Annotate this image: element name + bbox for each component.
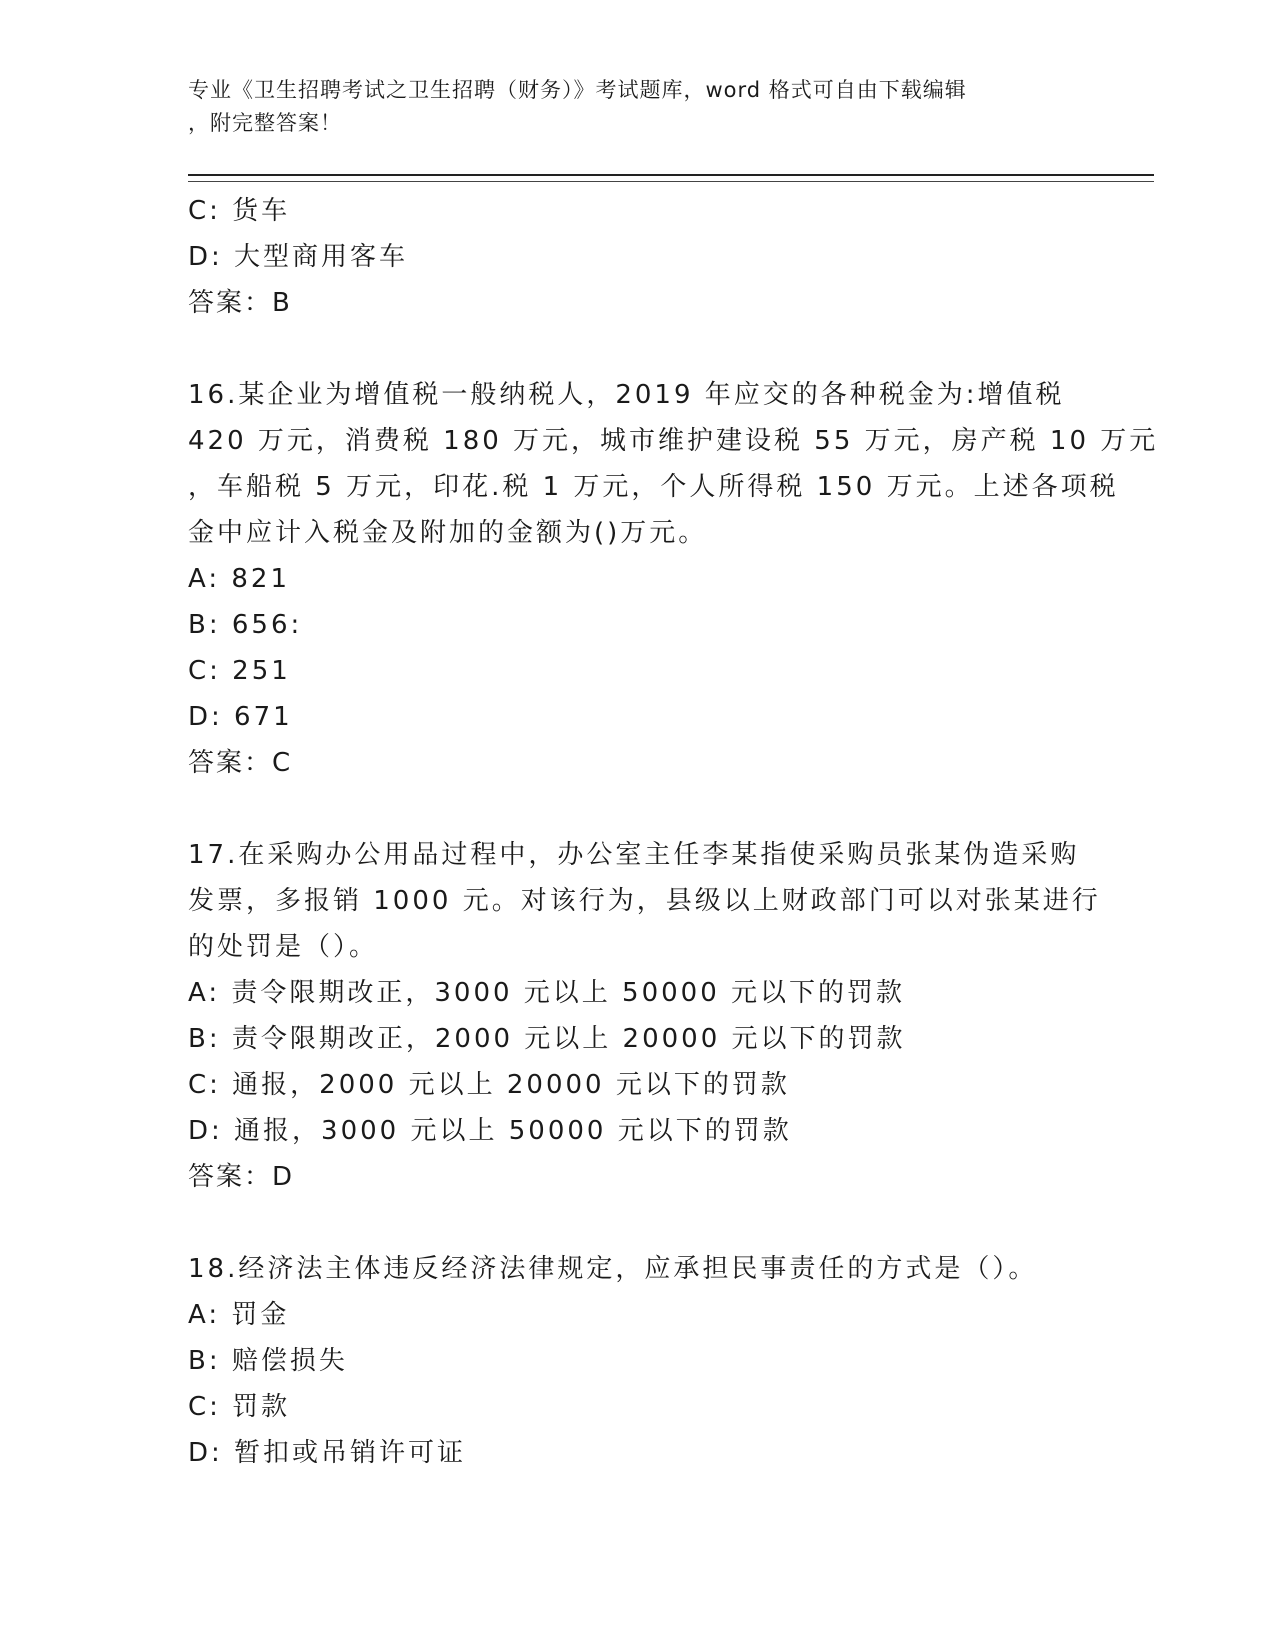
previous-question-tail: [188, 188, 1088, 326]
question-text-line: 16.某企业为增值税一般纳税人，2019 年应交的各种税金为:增值税: [188, 380, 1065, 410]
answer-line: 答案：B: [188, 288, 292, 318]
document-header: [188, 74, 1068, 140]
option-c: C: 通报，2000 元以上 20000 元以下的罚款: [188, 1070, 790, 1100]
question-text-line: 420 万元，消费税 180 万元，城市维护建设税 55 万元，房产税 10 万元: [188, 426, 1159, 456]
question-text-line: 18.经济法主体违反经济法律规定，应承担民事责任的方式是（）。: [188, 1254, 1038, 1284]
option-a: A: 责令限期改正，3000 元以上 50000 元以下的罚款: [188, 978, 906, 1008]
spacer: [188, 1200, 1088, 1246]
spacer: [188, 326, 1088, 372]
spacer: [188, 786, 1088, 832]
question-text-line: 金中应计入税金及附加的金额为()万元。: [188, 518, 708, 548]
question-text-line: 的处罚是（）。: [188, 932, 379, 962]
option-a: A: 821: [188, 564, 290, 594]
question-content: [188, 188, 1159, 1476]
option-a: A: 罚金: [188, 1300, 290, 1330]
question-17: [188, 832, 1101, 1200]
option-c: C: 货车: [188, 196, 291, 226]
question-18: [188, 1246, 1088, 1476]
question-text-line: 发票，多报销 1000 元。对该行为，县级以上财政部门可以对张某进行: [188, 886, 1101, 916]
option-d: D: 671: [188, 702, 293, 732]
option-d: D: 大型商用客车: [188, 242, 409, 272]
option-d: D: 通报，3000 元以上 50000 元以下的罚款: [188, 1116, 792, 1146]
option-c: C: 罚款: [188, 1392, 291, 1422]
option-b: B: 656:: [188, 610, 303, 640]
option-d: D: 暂扣或吊销许可证: [188, 1438, 467, 1468]
header-line-2: ，附完整答案！: [188, 111, 342, 135]
answer-line: 答案：C: [188, 748, 293, 778]
question-text-line: ，车船税 5 万元，印花.税 1 万元，个人所得税 150 万元。上述各项税: [188, 472, 1119, 502]
question-text-line: 17.在采购办公用品过程中，办公室主任李某指使采购员张某伪造采购: [188, 840, 1080, 870]
header-line-1: 专业《卫生招聘考试之卫生招聘（财务）》考试题库，word 格式可自由下载编辑: [188, 78, 967, 102]
header-divider-thick: [188, 174, 1154, 176]
option-b: B: 赔偿损失: [188, 1346, 348, 1376]
answer-line: 答案：D: [188, 1162, 295, 1192]
option-b: B: 责令限期改正，2000 元以上 20000 元以下的罚款: [188, 1024, 906, 1054]
header-divider-thin: [188, 181, 1154, 182]
option-c: C: 251: [188, 656, 291, 686]
question-16: [188, 372, 1159, 786]
